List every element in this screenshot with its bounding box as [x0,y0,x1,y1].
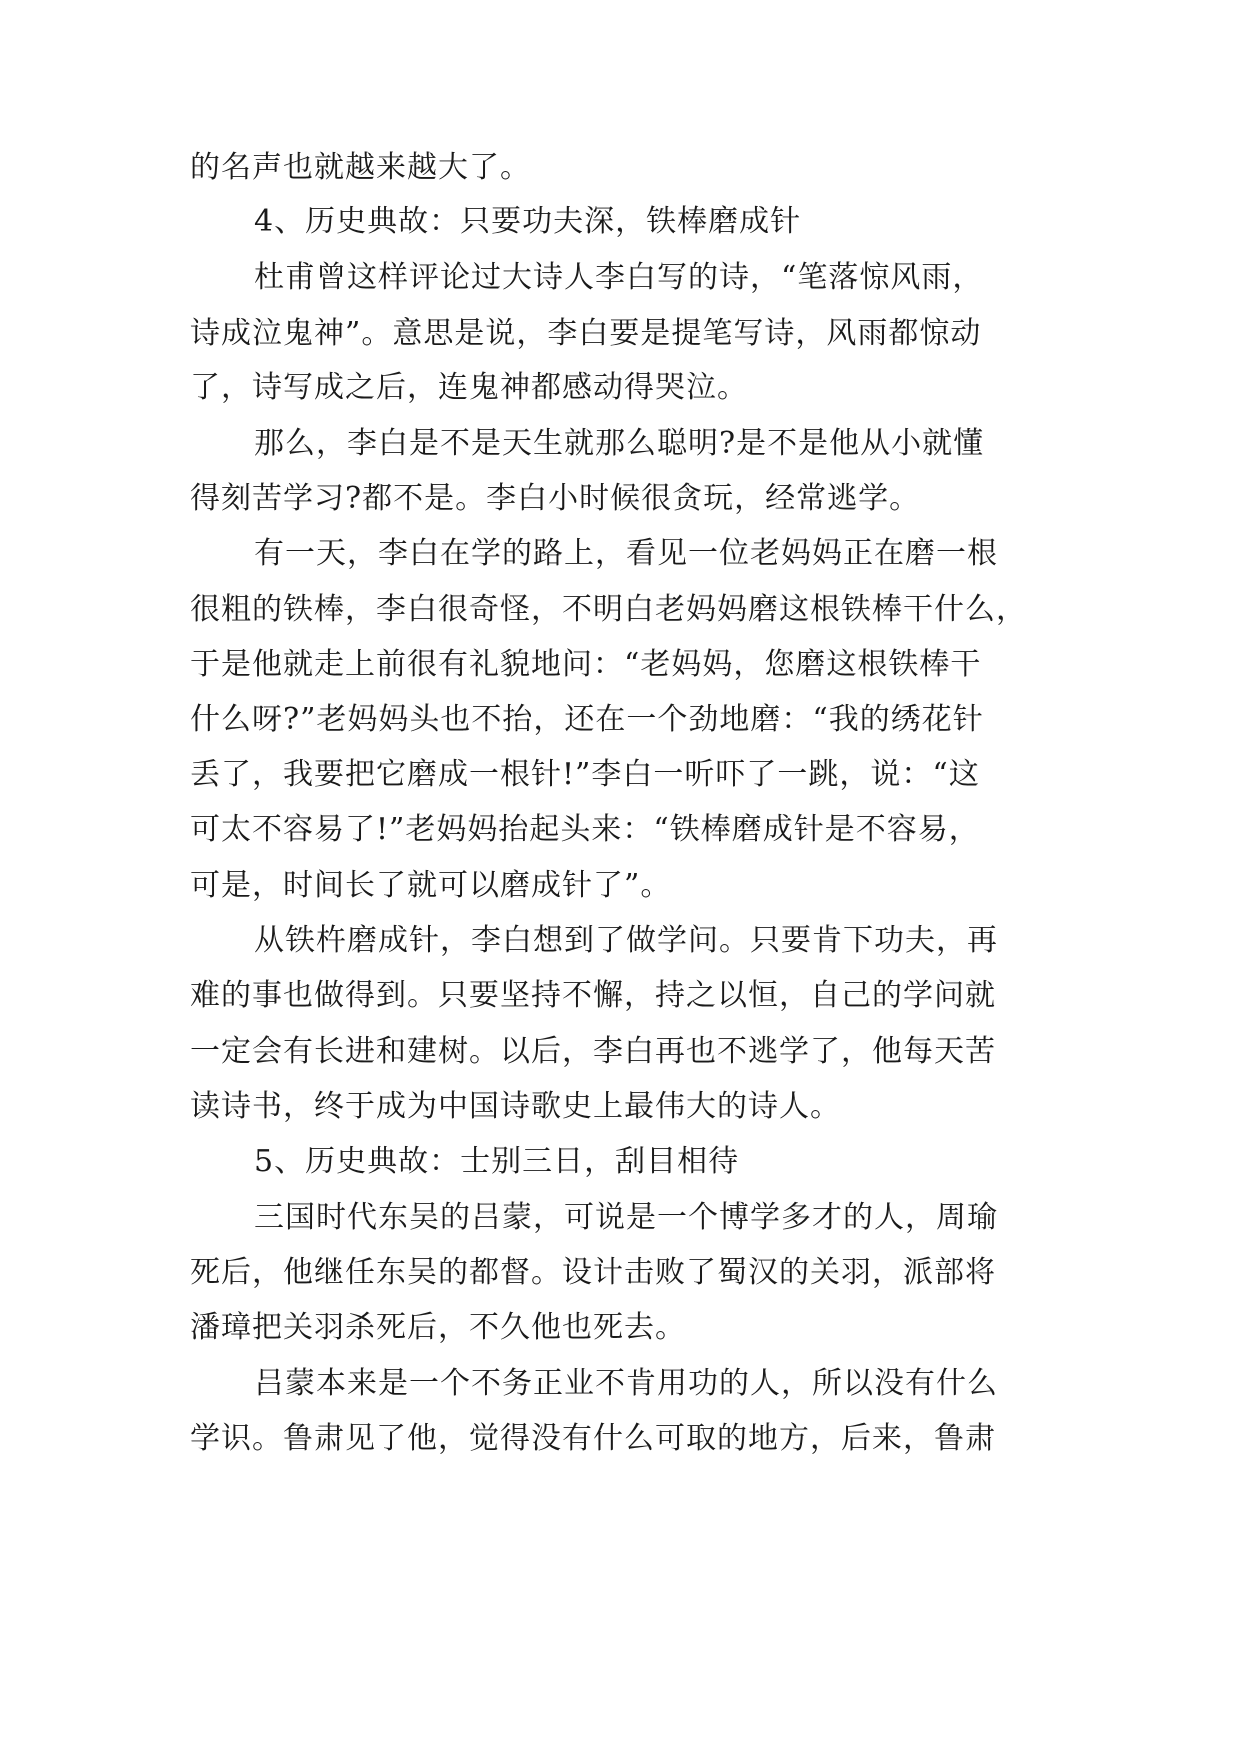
text-line: 可是，时间长了就可以磨成针了”。 [190,868,672,903]
section-heading: 4、历史典故：只要功夫深，铁棒磨成针 [254,204,802,239]
text-line: 什么呀?”老妈妈头也不抬，还在一个劲地磨：“我的绣花针 [190,702,984,737]
text-line: 那么，李白是不是天生就那么聪明?是不是他从小就懂 [254,426,985,461]
text-line: 很粗的铁棒，李白很奇怪，不明白老妈妈磨这根铁棒干什么， [190,592,1027,627]
text-line: 得刻苦学习?都不是。李白小时候很贪玩，经常逃学。 [190,481,921,516]
text-line: 潘璋把关羽杀死后，不久他也死去。 [190,1310,686,1345]
text-line: 一定会有长进和建树。以后，李白再也不逃学了，他每天苦 [190,1034,996,1069]
text-line: 于是他就走上前很有礼貌地问：“老妈妈，您磨这根铁棒干 [190,647,982,682]
text-line: 死后，他继任东吴的都督。设计击败了蜀汉的关羽，派部将 [190,1255,996,1290]
text-line: 了，诗写成之后，连鬼神都感动得哭泣。 [190,370,748,405]
text-line: 从铁杵磨成针，李白想到了做学问。只要肯下功夫，再 [254,923,998,958]
text-line: 吕蒙本来是一个不务正业不肯用功的人，所以没有什么 [254,1366,998,1401]
text-line: 杜甫曾这样评论过大诗人李白写的诗，“笔落惊风雨， [254,260,984,295]
text-line: 读诗书，终于成为中国诗歌史上最伟大的诗人。 [190,1089,841,1124]
text-line: 的名声也就越来越大了。 [190,150,531,185]
text-line: 学识。鲁肃见了他，觉得没有什么可取的地方，后来，鲁肃 [190,1421,996,1456]
section-heading: 5、历史典故：士别三日，刮目相待 [254,1144,740,1179]
text-line: 三国时代东吴的吕蒙，可说是一个博学多才的人，周瑜 [254,1200,998,1235]
text-line: 诗成泣鬼神”。意思是说，李白要是提笔写诗，风雨都惊动 [190,316,982,351]
text-line: 可太不容易了!”老妈妈抬起头来：“铁棒磨成针是不容易， [190,812,980,847]
text-line: 有一天，李白在学的路上，看见一位老妈妈正在磨一根 [254,536,998,571]
text-line: 难的事也做得到。只要坚持不懈，持之以恒，自己的学问就 [190,978,996,1013]
text-line: 丢了，我要把它磨成一根针!”李白一听吓了一跳，说：“这 [190,757,980,792]
